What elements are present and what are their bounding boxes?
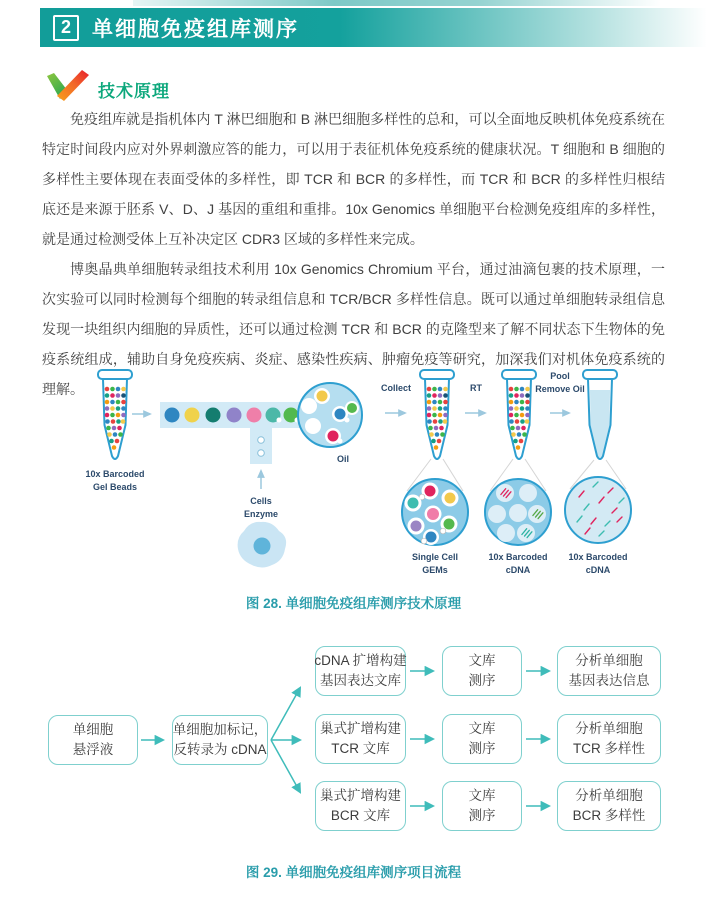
microfluidic-channel: [160, 402, 304, 464]
svg-text:Enzyme: Enzyme: [243, 509, 279, 519]
check-swoosh-logo-icon: [44, 67, 92, 104]
svg-text:GEMs: GEMs: [422, 565, 448, 575]
flow-node-ana-bcr: 分析单细胞 BCR 多样性: [557, 781, 661, 831]
svg-text:RT: RT: [470, 383, 482, 393]
section-title: 技术原理: [98, 82, 170, 101]
tube-gel-beads: [85, 370, 144, 492]
flow-node-seq-3: 文库 测序: [442, 781, 522, 831]
section-number-badge: 2: [53, 15, 79, 41]
flow-node-seq-1: 文库 测序: [442, 646, 522, 696]
banner-accent-strip: [133, 0, 707, 6]
pool-remove-oil-step: [535, 370, 631, 575]
svg-text:Pool: Pool: [550, 371, 570, 381]
figure29-caption: 图 29. 单细胞免疫组库测序项目流程: [245, 865, 462, 880]
oil-label: Oil: [336, 454, 350, 464]
collect-step: [381, 370, 468, 575]
paragraph-1: 免疫组库就是指机体内 T 淋巴细胞和 B 淋巴细胞多样性的总和，可以全面地反映机体免疫系统在特定时间段内应对外界刺激应答的能力，可以用于表征机体免疫系统的健康状况。T 细胞和 B 细胞的多样性主要体现在表面受体的多样性，即 TCR 和 BCR 的多样性，而 TCR 和 BCR 的多样性归根结底还是来源于胚系 V、D、J 基因的重组和重排。10x Genomics 单细胞平台检测免疫组库的多样性，就是通过检测受体上互补决定区 CDR3 区域的多样性来完成。: [42, 111, 665, 247]
svg-text:Cells: Cells: [250, 496, 272, 506]
flow-node-lib-tcr: 巢式扩增构建 TCR 文库: [315, 714, 406, 764]
flow-node-ana-tcr: 分析单细胞 TCR 多样性: [557, 714, 661, 764]
flow-node-suspension: 单细胞 悬浮液: [48, 715, 138, 765]
svg-text:Single Cell: Single Cell: [411, 552, 459, 562]
flow-node-seq-2: 文库 测序: [442, 714, 522, 764]
svg-text:10x Barcoded: 10x Barcoded: [488, 552, 548, 562]
svg-text:cDNA: cDNA: [585, 565, 611, 575]
flow-node-lib-bcr: 巢式扩增构建 BCR 文库: [315, 781, 406, 831]
svg-text:cDNA: cDNA: [505, 565, 531, 575]
section-banner: [40, 8, 707, 47]
figure28-caption: 图 28. 单细胞免疫组库测序技术原理: [245, 596, 462, 611]
svg-text:10x Barcoded: 10x Barcoded: [568, 552, 628, 562]
page-title: 单细胞免疫组库测序: [92, 17, 299, 41]
paragraph-2: 博奥晶典单细胞转录组技术利用 10x Genomics Chromium 平台，通过油滴包裹的技术原理，一次实验可以同时检测每个细胞的转录组信息和 TCR/BCR 多样性信息。既可以通过单细胞转录组信息发现一块组织内细胞的异质性，还可以通过检测 TCR 和 BCR 的克隆型来了解不同状态下生物体的免疫系统组成，辅助自身免疫疾病、炎症、感染性疾病、肿瘤免疫等研究，加深我们对机体免疫系统的理解。: [42, 261, 665, 397]
svg-text:Gel Beads: Gel Beads: [92, 482, 138, 492]
figure-principle-diagram: [50, 356, 660, 588]
workflow-flowchart: [0, 628, 707, 856]
svg-text:10x Barcoded: 10x Barcoded: [85, 469, 145, 479]
cells-enzyme-inlet: [238, 471, 287, 568]
flow-node-barcode: 单细胞加标记， 反转录为 cDNA: [172, 715, 268, 765]
svg-text:Remove Oil: Remove Oil: [535, 384, 585, 394]
rt-step: [465, 370, 551, 575]
oil-droplet-circle: [298, 383, 362, 464]
flow-node-ana-gex: 分析单细胞 基因表达信息: [557, 646, 661, 696]
svg-text:Collect: Collect: [380, 383, 412, 393]
flow-node-lib-gex: cDNA 扩增构建 基因表达文库: [315, 646, 406, 696]
